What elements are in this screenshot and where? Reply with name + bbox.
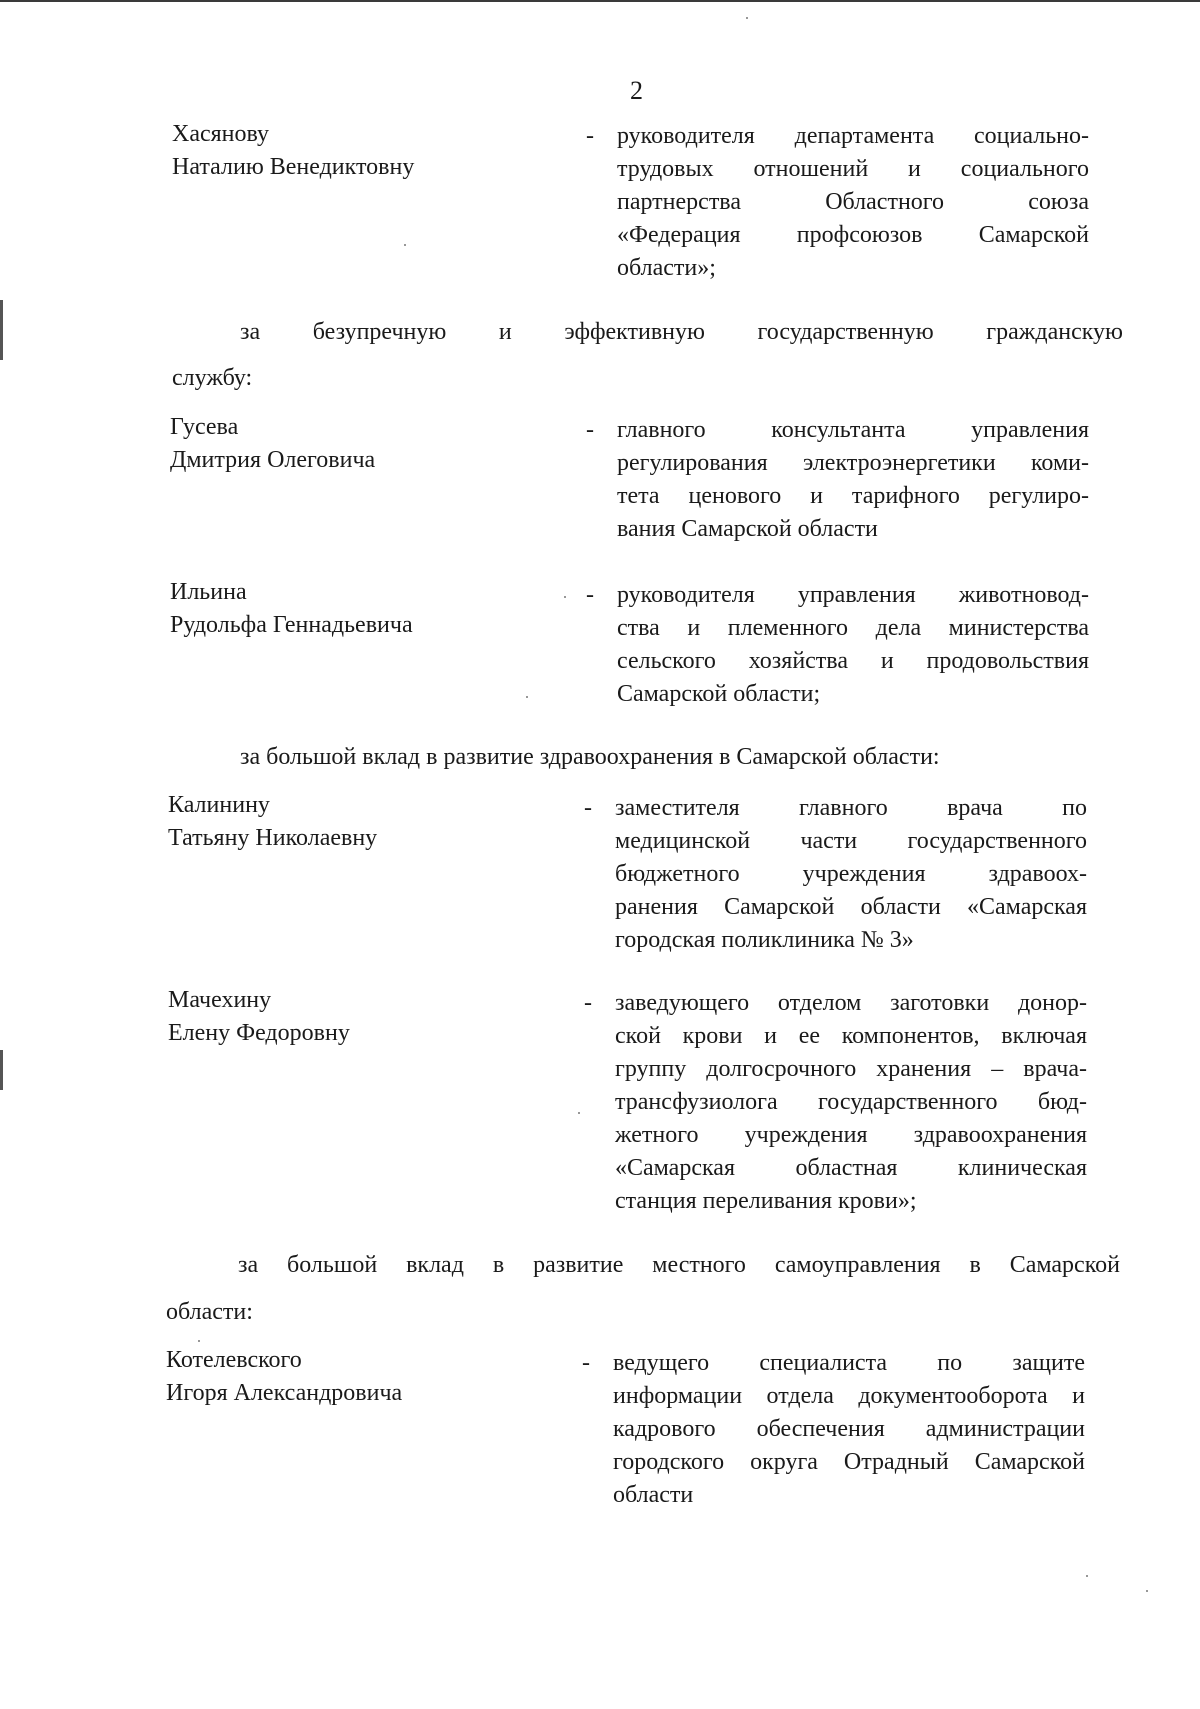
recipient-surname: Ильина — [170, 579, 247, 605]
position-line: сельского хозяйства и продовольствия — [617, 648, 1089, 674]
entry-dash: - — [582, 1350, 590, 1376]
position-line: информации отдела документооборота и — [613, 1383, 1085, 1409]
scan-edge-mark — [0, 300, 3, 360]
recipient-given-names: Татьяну Николаевну — [168, 825, 378, 851]
recipient-position — [615, 792, 1087, 957]
category-text-line: за безупречную и эффективную государственную гражданскую — [240, 319, 1123, 345]
position-line: группу долгосрочного хранения – врача- — [615, 1056, 1087, 1082]
position-line: руководителя управления животновод- — [617, 582, 1089, 608]
recipient-surname: Хасянову — [172, 121, 270, 147]
recipient-position — [617, 414, 1089, 546]
position-line: вания Самарской области — [617, 516, 878, 542]
position-line: кадрового обеспечения администрации — [613, 1416, 1085, 1442]
position-line: станция переливания крови»; — [615, 1188, 917, 1214]
scan-speck — [578, 1112, 580, 1114]
entry-dash: - — [584, 990, 592, 1016]
position-line: городского округа Отрадный Самарской — [613, 1449, 1085, 1475]
entry-dash: - — [586, 417, 594, 443]
scan-speck — [564, 596, 566, 598]
recipient-surname: Котелевского — [166, 1347, 302, 1373]
position-line: регулирования электроэнергетики коми- — [617, 450, 1089, 476]
position-line: руководителя департамента социально- — [617, 123, 1089, 149]
position-line: «Федерация профсоюзов Самарской — [617, 222, 1089, 248]
recipient-name — [170, 576, 413, 642]
position-line: заведующего отделом заготовки донор- — [615, 990, 1087, 1016]
position-line: городская поликлиника № 3» — [615, 927, 914, 953]
recipient-surname: Гусева — [170, 414, 239, 440]
scan-edge-mark — [0, 1050, 3, 1090]
entry-dash: - — [584, 795, 592, 821]
position-line: ранения Самарской области «Самарская — [615, 894, 1087, 920]
page-number: 2 — [630, 76, 643, 105]
position-line: партнерства Областного союза — [617, 189, 1089, 215]
scan-speck — [198, 1340, 200, 1342]
recipient-given-names: Дмитрия Олеговича — [170, 447, 376, 473]
recipient-given-names: Наталию Венедиктовну — [172, 154, 415, 180]
top-border-line — [0, 0, 1200, 2]
recipient-surname: Калинину — [168, 792, 270, 818]
position-line: ведущего специалиста по защите — [613, 1350, 1085, 1376]
recipient-given-names: Рудольфа Геннадьевича — [170, 612, 413, 638]
recipient-name — [168, 789, 377, 855]
position-line: «Самарская областная клиническая — [615, 1155, 1087, 1181]
position-line: ской крови и ее компонентов, включая — [615, 1023, 1087, 1049]
position-line: главного консультанта управления — [617, 417, 1089, 443]
recipient-given-names: Игоря Александровича — [166, 1380, 403, 1406]
scan-speck — [1146, 1590, 1148, 1592]
recipient-given-names: Елену Федоровну — [168, 1020, 350, 1046]
position-line: Самарской области; — [617, 681, 821, 707]
scan-speck — [1086, 1575, 1088, 1577]
position-line: бюджетного учреждения здравоох- — [615, 861, 1087, 887]
scan-speck — [746, 17, 748, 19]
position-line: заместителя главного врача по — [615, 795, 1087, 821]
scan-speck — [404, 244, 406, 246]
category-text-line: за большой вклад в развитие местного самоуправления в Самарской — [238, 1252, 1120, 1278]
recipient-position — [613, 1347, 1085, 1512]
scan-speck — [526, 696, 528, 698]
position-line: медицинской части государственного — [615, 828, 1087, 854]
position-line: ства и племенного дела министерства — [617, 615, 1089, 641]
entry-dash: - — [586, 123, 594, 149]
entry-dash: - — [586, 582, 594, 608]
position-line: трудовых отношений и социального — [617, 156, 1089, 182]
recipient-position — [617, 120, 1089, 285]
recipient-position — [617, 579, 1089, 711]
recipient-name — [172, 118, 414, 184]
recipient-name — [168, 984, 350, 1050]
category-text-line: службу: — [172, 365, 253, 391]
position-line: тета ценового и тарифного регулиро- — [617, 483, 1089, 509]
position-line: области»; — [617, 255, 716, 281]
position-line: жетного учреждения здравоохранения — [615, 1122, 1087, 1148]
recipient-name — [166, 1344, 402, 1410]
position-line: области — [613, 1482, 694, 1508]
recipient-name — [170, 411, 375, 477]
recipient-position — [615, 987, 1087, 1218]
category-text-line: за большой вклад в развитие здравоохранения в Самарской области: — [240, 744, 940, 770]
position-line: трансфузиолога государственного бюд- — [615, 1089, 1087, 1115]
recipient-surname: Мачехину — [168, 987, 272, 1013]
category-text-line: области: — [166, 1299, 253, 1325]
